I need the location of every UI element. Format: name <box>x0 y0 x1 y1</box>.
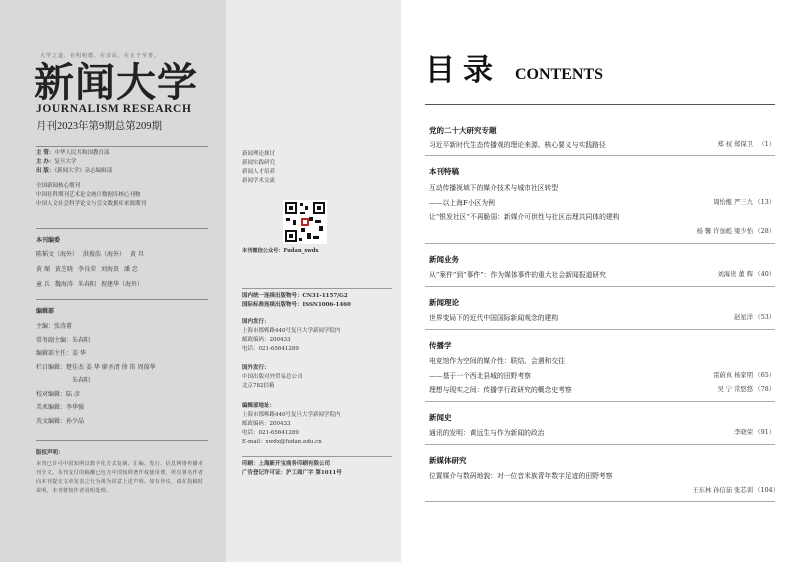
staff-line: 朱春阳 <box>72 377 91 384</box>
toc-entry-page: （1） <box>758 141 775 148</box>
domestic-distribution: 国内发行： 上海市邯郸路440号复旦大学新闻学院内 邮政编码：200433 电话：021-65641289 <box>242 319 341 352</box>
copyright-text: 本刊已许可中国知网以数字化方式复制、汇编、发行、信息网络传播本刊全文。本刊支付的稿酬已包含中国知网著作权使用费，所有署名作者向本刊提交文章发表之行为视为同意上述声明。如有异议，请在投稿时说明，本刊将按作者说明处理。 <box>36 461 204 494</box>
editorial-dept-list <box>36 320 155 428</box>
pub-info-row: 出 版：《新闻大学》杂志编辑部 <box>36 168 113 174</box>
section-divider <box>425 286 775 287</box>
toc-section-heading: 本刊特稿 <box>429 167 459 176</box>
toc-title-rule <box>425 104 775 105</box>
toc-entry-title[interactable]: 通讯的发明：黄远生与作为新闻的政治 <box>429 429 545 437</box>
toc-section-heading: 新闻理论 <box>429 298 459 307</box>
divider <box>242 456 392 457</box>
indexing-item: 中国社科期刊艺术论文统计数据库核心刊物 <box>36 192 141 198</box>
pub-info-row: 主 管：中华人民共和国教育部 <box>36 150 110 156</box>
toc-title: 目录 <box>425 53 501 88</box>
toc-entry-title[interactable]: 位置媒介与数码地貌：对一位音米族青年数字足迹的田野考察 <box>429 472 613 480</box>
issue-line: 月刊2023年第9期总第209期 <box>36 121 162 132</box>
toc-entry-page: （28） <box>754 228 775 235</box>
committee-row: 陈韬文（海外） 洪俊浩（海外） 黄 旦 <box>36 251 144 258</box>
channel-item: 新闻学术交流 <box>242 178 276 184</box>
toc-entry-authors: 刘海贵 董 辉 <box>717 271 753 278</box>
toc-section-heading: 传播学 <box>429 341 452 350</box>
toc-entry-authors: 王东林 孙信茹 张芯训 <box>692 487 753 494</box>
wechat-qr-code <box>283 200 327 244</box>
staff-line: 常务副主编：朱春阳 <box>36 336 91 344</box>
staff-line: 主编：张涛甫 <box>36 323 73 330</box>
editorial-dept-heading: 编辑部 <box>36 308 55 315</box>
editorial-committee-heading: 本刊编委 <box>36 237 61 244</box>
staff-line: 美术编辑：李华强 <box>36 404 85 411</box>
staff-line: 校对编辑：陆 彦 <box>36 390 80 398</box>
foreign-distribution: 国外发行： 中国出版对外贸易总公司 北京782信箱 <box>242 365 303 389</box>
toc-entry-title[interactable]: 让“银发社区”不再脆弱：新媒介可供性与社区治理共同体的建构 <box>429 213 620 221</box>
divider <box>242 288 392 289</box>
wechat-label: 本刊微信公众号：Fudan_xwdx <box>242 248 319 254</box>
indexing-item: 全国新闻核心期刊 <box>36 183 81 189</box>
toc-entry-authors: 杨 馨 许加彪 梁少怡 <box>696 228 753 235</box>
left-cover-panel <box>0 0 226 562</box>
staff-line: 编辑部主任：姜 华 <box>36 350 86 357</box>
copyright-heading: 版权声明： <box>36 450 64 456</box>
toc-section-heading: 新闻史 <box>429 413 452 422</box>
toc-entry-title[interactable]: 电竞馆作为空间的媒介性：联结、会遇和交往 <box>429 357 565 365</box>
middle-info-panel <box>226 0 401 562</box>
toc-entry-page: （104） <box>754 487 779 494</box>
toc-entry-page: （13） <box>754 199 775 206</box>
toc-entry-authors: 郑 权 郑保卫 <box>717 141 753 148</box>
divider <box>36 228 208 229</box>
toc-entry-page: （65） <box>754 372 775 379</box>
divider <box>36 440 208 441</box>
issn-block <box>242 292 351 310</box>
toc-entry-page: （78） <box>754 386 775 393</box>
toc-entry-authors: 赵星洋 <box>734 314 753 321</box>
toc-entry-title[interactable]: 理想与现实之间：传播学行政研究的概念史考察 <box>429 386 572 394</box>
toc-title-en: CONTENTS <box>515 66 604 83</box>
issn-line: 国内统一连续出版物号：CN31-1157/G2 <box>242 293 348 299</box>
publication-info <box>36 149 112 176</box>
toc-entry-authors: 吴 宁 常悠悠 <box>717 386 753 393</box>
toc-entry-page: （91） <box>754 429 775 436</box>
toc-entry-title[interactable]: 从“案件”到“事件”：作为媒体事件的重大社会新闻报道研究 <box>429 271 607 279</box>
channel-item: 新闻实践研究 <box>242 160 276 166</box>
toc-entry-authors: 周怡甑 严三九 <box>713 199 753 206</box>
toc-section-heading: 新闻业务 <box>429 255 459 264</box>
committee-row: 童 兵 魏海涛 朱春阳 祝建华（海外） <box>36 281 143 288</box>
indexing-list <box>36 182 146 209</box>
toc-entry-title[interactable]: 互动传播视域下的媒介技术与城市社区转型 <box>429 184 559 192</box>
staff-line: 栏目编辑：楚佳杰 姜 华 廖圣清 徐 笛 周葆华 <box>36 363 156 371</box>
section-divider <box>425 329 775 330</box>
divider <box>36 299 208 300</box>
section-divider <box>425 501 775 502</box>
issn-line: 国际标准连续出版物号：ISSN1006-1460 <box>242 302 351 308</box>
toc-section-heading: 新媒体研究 <box>429 456 467 465</box>
section-divider <box>425 155 775 156</box>
section-divider <box>425 444 775 445</box>
channel-list <box>242 150 275 186</box>
channel-item: 新闻理论探讨 <box>242 151 276 157</box>
toc-entry-authors: 雷蔚真 杨家明 <box>713 372 753 379</box>
toc-entry-title[interactable]: 习近平新时代生态传播观的理论来源、核心要义与实践路径 <box>429 141 606 149</box>
toc-entry-authors: 李晓荣 <box>734 429 753 436</box>
table-of-contents-panel <box>401 0 799 562</box>
slogan: 大学之道，在明明德，在亲民，在止于至善。 <box>40 53 161 59</box>
channel-item: 新闻人才培养 <box>242 169 276 175</box>
printer-info: 印刷：上海新开宝商务印刷有限公司 广告登记许可证：沪工商广字 第1011号 <box>242 461 342 476</box>
toc-entry-title[interactable]: 世界变局下的近代中国国际新闻观念的建构 <box>429 314 559 322</box>
toc-entry-page: （53） <box>754 314 775 321</box>
section-divider <box>425 401 775 402</box>
editorial-address: 编辑部地址： 上海市邯郸路440号复旦大学新闻学院内 邮政编码：200433 电话：021-65641289 E-mail：xwdx@fudan.edu.cn <box>242 403 341 445</box>
section-divider <box>425 243 775 244</box>
toc-section-heading: 党的二十大研究专题 <box>429 126 497 135</box>
toc-entry-subtitle[interactable]: ——基于一个西北县城的田野考察 <box>429 372 531 380</box>
divider <box>36 146 208 147</box>
magazine-title-cn: 新闻大学 <box>34 59 198 106</box>
committee-row: 黄 瑚 黄芝晓 李良荣 刘海贵 潘 忠 <box>36 266 138 273</box>
pub-info-row: 主 办：复旦大学 <box>36 159 77 165</box>
toc-entry-page: （40） <box>754 271 775 278</box>
indexing-item: 中国人文社会科学论文与引文数据库来源期刊 <box>36 201 147 207</box>
magazine-title-en: JOURNALISM RESEARCH <box>36 103 192 115</box>
toc-entry-subtitle[interactable]: ——以上海F小区为例 <box>429 199 495 207</box>
staff-line: 英文编辑：孙少晶 <box>36 417 85 425</box>
